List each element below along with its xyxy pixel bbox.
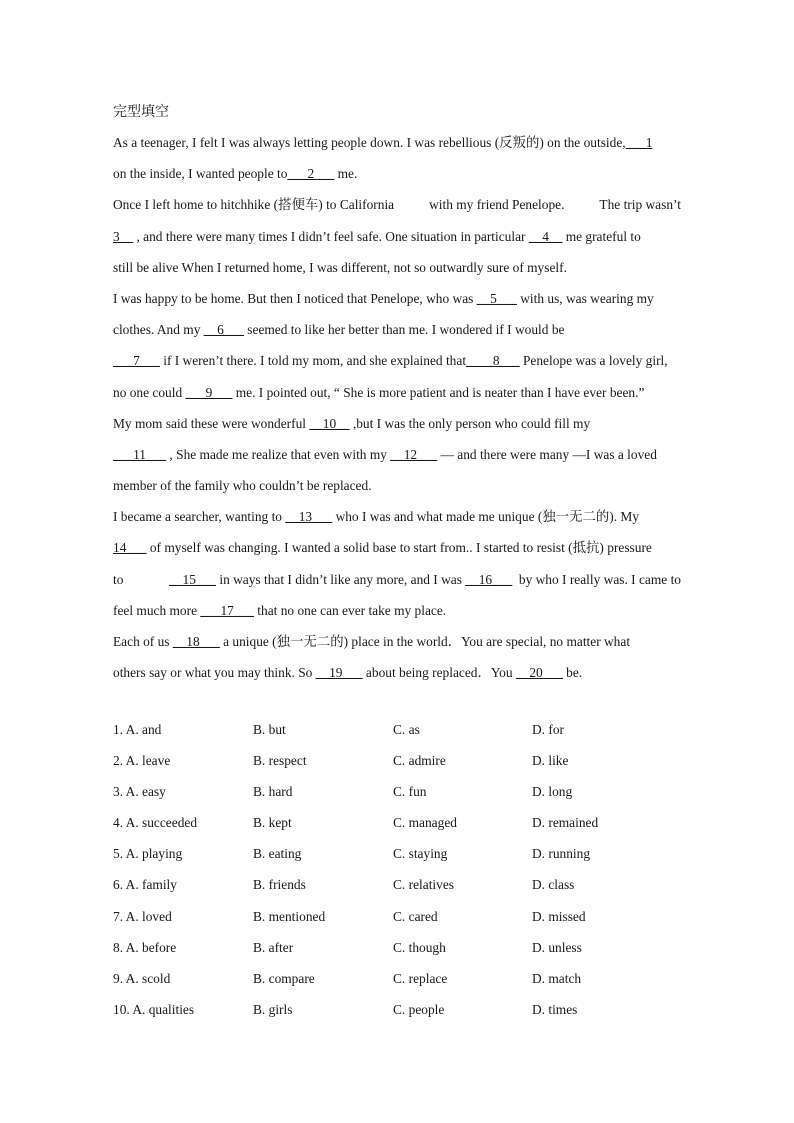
passage-text: a unique (独一无二的) place in the world．You are special, no matter what [219, 634, 631, 649]
passage-text: of myself was changing. I wanted a solid base to start from.. I started to resist (抵抗) pressure [146, 540, 652, 556]
question-options-row [113, 909, 713, 940]
passage-text: about being replaced．You [362, 665, 516, 681]
answer-blank: __18___ [172, 634, 220, 649]
passage-text: feel much more [113, 602, 201, 618]
answer-blank: ___7___ [113, 353, 160, 369]
passage-text: if I weren’t there. I told my mom, and she explained that [159, 353, 467, 369]
passage-line [113, 314, 681, 345]
passage-text: As a teenager, I felt I was always letting people down. I was rebellious (反叛的) on the outside, [113, 135, 626, 150]
option-choice: C. as [393, 722, 420, 737]
passage-line [113, 158, 681, 189]
page-title: 完型填空 [113, 104, 169, 120]
option-choice: 6. A. family [113, 877, 177, 893]
answer-blank: ___11___ [113, 446, 167, 462]
option-choice: 8. A. before [113, 939, 177, 955]
answer-options [113, 722, 713, 1033]
passage-text: ,but I was the only person who could fill my [349, 415, 591, 431]
question-options-row [113, 722, 713, 753]
answer-blank: __10__ [309, 415, 350, 431]
passage-text: My mom said these were wonderful [113, 415, 310, 431]
passage-line [113, 221, 681, 252]
answer-blank: __13___ [285, 509, 333, 525]
option-choice: 5. A. playing [113, 846, 183, 862]
passage-line [113, 408, 681, 439]
answer-blank: ___9___ [185, 384, 233, 400]
answer-blank: __6___ [203, 322, 244, 338]
passage-line [113, 532, 681, 563]
answer-blank: __4__ [528, 228, 563, 244]
answer-blank: __16___ [465, 571, 513, 587]
option-choice: C. relatives [393, 877, 454, 893]
option-choice: B. kept [253, 815, 292, 831]
option-choice: B. girls [253, 1001, 293, 1017]
option-choice: D. like [532, 753, 569, 769]
option-choice: D. long [532, 784, 573, 800]
passage-line [113, 501, 681, 532]
passage-line [113, 626, 681, 657]
option-choice: 1. A. and [113, 722, 162, 737]
passage-text: — and there were many —I was a loved [437, 446, 657, 462]
option-choice: B. after [253, 939, 294, 955]
question-options-row [113, 846, 713, 877]
question-options-row [113, 1002, 713, 1033]
answer-blank: __19___ [315, 665, 363, 681]
passage-text: to [113, 571, 124, 587]
passage-text: with us, was wearing my [516, 290, 654, 306]
option-choice: D. running [532, 846, 591, 862]
answer-blank: ___1 [625, 135, 653, 150]
option-choice: D. match [532, 970, 582, 986]
option-choice: 9. A. scold [113, 970, 171, 986]
passage-text: , She made me realize that even with my [166, 446, 391, 462]
passage-text: on the inside, I wanted people to [113, 166, 288, 182]
option-choice: D. times [532, 1001, 578, 1017]
answer-blank: 14___ [113, 540, 147, 556]
passage-text: me. [334, 166, 358, 182]
question-options-row [113, 815, 713, 846]
option-choice: 3. A. easy [113, 784, 166, 800]
answer-blank: 3__ [113, 228, 134, 244]
option-choice: B. mentioned [253, 908, 326, 924]
passage-text: be. [562, 665, 583, 681]
answer-blank: ___17___ [200, 602, 254, 618]
passage-line [113, 127, 681, 158]
question-options-row [113, 877, 713, 908]
option-choice: 4. A. succeeded [113, 815, 198, 831]
option-choice: B. hard [253, 784, 293, 800]
question-options-row [113, 784, 713, 815]
passage-text: I became a searcher, wanting to [113, 509, 286, 525]
question-options-row [113, 940, 713, 971]
option-choice: C. admire [393, 753, 446, 769]
passage-text: Once I left home to hitchhike (搭便车) to California [113, 197, 395, 213]
answer-blank: ___2___ [287, 166, 335, 182]
passage-line [113, 283, 681, 314]
passage-line [113, 377, 681, 408]
option-choice: C. cared [393, 908, 438, 924]
passage-line [113, 470, 681, 501]
question-options-row [113, 753, 713, 784]
option-choice: C. managed [393, 815, 457, 831]
option-choice: D. for [532, 722, 564, 737]
option-choice: D. class [532, 877, 575, 893]
passage-text: clothes. And my [113, 322, 204, 338]
option-choice: D. missed [532, 908, 586, 924]
option-choice: D. unless [532, 939, 582, 955]
option-choice: C. people [393, 1001, 445, 1017]
passage-text: Penelope was a lovely girl, [519, 353, 668, 369]
answer-blank: __15___ [169, 571, 216, 587]
passage-line [113, 189, 681, 220]
passage-text: Each of us [113, 634, 173, 649]
passage-text: with my friend Penelope. [429, 197, 565, 213]
option-choice: B. respect [253, 753, 307, 769]
passage-line [113, 595, 681, 626]
option-choice: B. eating [253, 846, 302, 862]
option-choice: B. friends [253, 877, 306, 893]
option-choice: B. compare [253, 970, 315, 986]
question-options-row [113, 971, 713, 1002]
option-choice: 7. A. loved [113, 908, 172, 924]
passage-line [113, 345, 681, 376]
passage-text: in ways that I didn’t like any more, and I was [216, 571, 466, 587]
cloze-passage [113, 127, 681, 688]
passage-text: The trip wasn’t [599, 197, 681, 213]
option-choice: 10. A. qualities [113, 1001, 195, 1017]
passage-group [169, 564, 681, 595]
passage-text: no one could [113, 384, 186, 400]
passage-line [113, 252, 681, 283]
passage-text: that no one can ever take my place. [253, 602, 447, 618]
answer-blank: __12___ [390, 446, 438, 462]
passage-text: seemed to like her better than me. I wondered if I would be [243, 322, 565, 338]
passage-text: me. I pointed out, “ She is more patient and is neater than I have ever been.” [232, 384, 645, 400]
option-choice: C. replace [393, 970, 448, 986]
option-choice: C. fun [393, 784, 427, 800]
answer-blank: ____8___ [466, 353, 520, 369]
passage-line [113, 439, 681, 470]
option-choice: 2. A. leave [113, 753, 171, 769]
passage-text: me grateful to [562, 228, 641, 244]
option-choice: D. remained [532, 815, 599, 831]
option-choice: C. though [393, 939, 446, 955]
passage-text: by who I really was. I came to [512, 571, 681, 587]
passage-text: still be alive When I returned home, I was different, not so outwardly sure of myself. [113, 259, 567, 275]
option-choice: C. staying [393, 846, 448, 862]
option-choice: B. but [253, 722, 286, 737]
answer-blank: __5___ [476, 290, 517, 306]
passage-text: , and there were many times I didn’t feel safe. One situation in particular [133, 228, 529, 244]
passage-line [113, 564, 681, 595]
passage-text: I was happy to be home. But then I noticed that Penelope, who was [113, 290, 477, 306]
passage-text: member of the family who couldn’t be replaced. [113, 478, 372, 494]
passage-text: others say or what you may think. So [113, 665, 316, 681]
passage-text: who I was and what made me unique (独一无二的). My [332, 509, 640, 525]
answer-blank: __20___ [515, 665, 563, 681]
passage-line [113, 657, 681, 688]
